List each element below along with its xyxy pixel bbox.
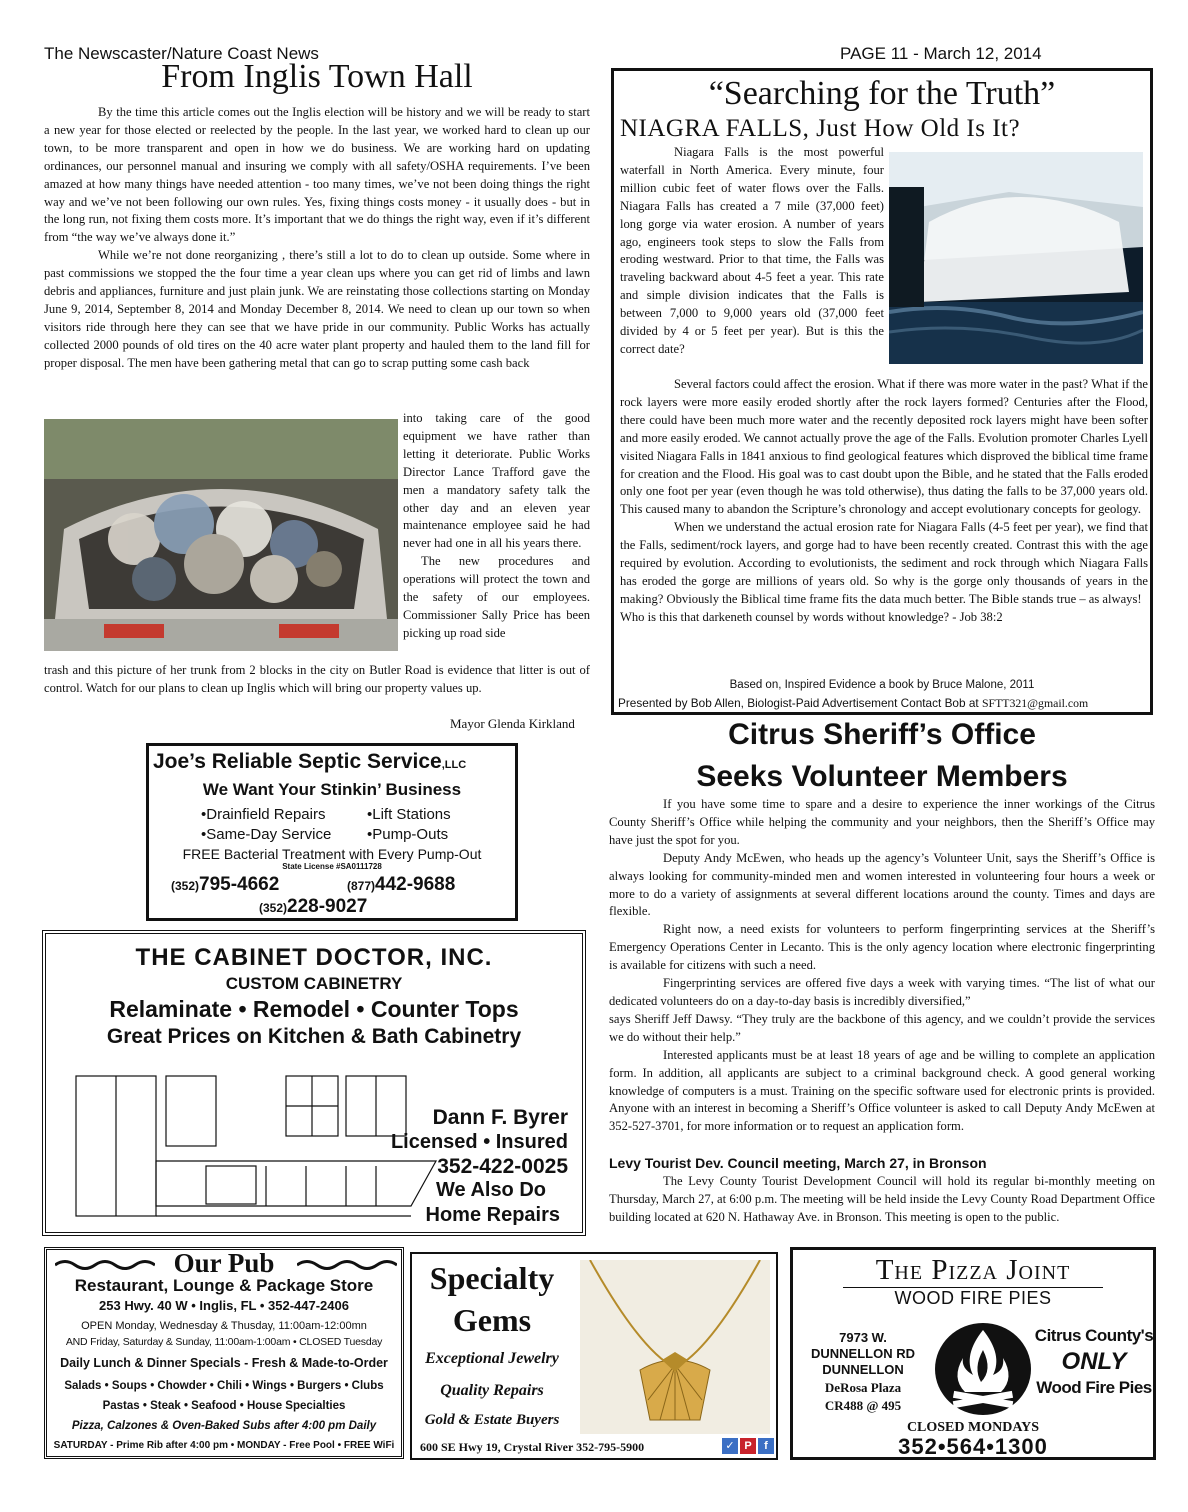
trunk-trash-photo: [44, 419, 398, 651]
sheriff-paragraph: Interested applicants must be at least 18 years of age and be willing to complete an application form. In addition, all applicants are subject to a criminal background check. A good general working knowledge of computers is a must. Training on the specific software used for electronic prints is provided. Anyone with an interest in becoming a Sheriff’s Office volunteer is asked to call Deputy Andy McEwen at 352-527-3701, for more information or to request an application form.: [609, 1047, 1155, 1134]
llc-text: LLC: [444, 759, 467, 771]
town-hall-body: [44, 104, 590, 373]
cabinet-prices: Great Prices on Kitchen & Bath Cabinetry: [106, 1025, 522, 1048]
truth-body: [620, 376, 1148, 627]
town-hall-paragraph: While we’re not done reorganizing , there’s still a lot to do to clean up outside. Some where in past commissions we stopped the the four time a year clean ups where you can get rid of limbs and lawn debris and appliances, furniture and just plain junk. We are reinstating those collections starting on Monday June 9, 2014, September 8, 2014 and Monday December 8, 2014. We need to clean up our town so when visitors ride through here they can see that we have pride in our community. Public Works has actually collected 2000 pounds of old tires on the 40 acre water plant property and hauled them to the land fill for proper disposal. The men have been gathering metal that can go to scrap putting some cash back: [44, 248, 590, 370]
sheriff-paragraph: If you have some time to spare and a desire to experience the inner workings of the Citrus County Sheriff’s Office while helping the community and your neighbors, then the Sheriff’s Office may have just the spot for you.: [609, 797, 1155, 847]
cabinet-home-repairs: Home Repairs: [425, 1204, 560, 1226]
free-treatment: FREE Bacterial Treatment with Every Pump-Out: [182, 846, 482, 862]
pub-specials: Daily Lunch & Dinner Specials - Fresh & Made-to-Order: [60, 1356, 388, 1370]
pizza-phone: 352•564•1300: [898, 1434, 1048, 1459]
state-license: State License #SA0111728: [282, 862, 382, 871]
pizza-name: The Pizza Joint: [875, 1254, 1071, 1286]
septic-name: Joe’s Reliable Septic Service,LLC: [153, 750, 467, 773]
levy-body: [609, 1173, 1155, 1227]
service-pump-outs: •Pump-Outs: [367, 826, 449, 843]
gems-name-1: Specialty: [429, 1260, 555, 1296]
twitter-icon[interactable]: ✓: [722, 1438, 738, 1454]
cabinet-name: THE CABINET DOCTOR, INC.: [135, 944, 493, 971]
page-date: PAGE 11 - March 12, 2014: [840, 44, 1042, 63]
cabinet-also: We Also Do: [435, 1179, 546, 1201]
septic-slogan: We Want Your Stinkin’ Business: [202, 780, 462, 799]
town-hall-side-column: [403, 410, 590, 643]
town-hall-closing: trash and this picture of her trunk from 2 blocks in the city on Butler Road is evidence that litter is out of control. Watch for our plans to clean up Inglis which will bring our property values up.: [44, 663, 590, 695]
truth-paragraph: When we understand the actual erosion rate for Niagara Falls (4-5 feet per year), we find that the Falls, sediment/rock layers, and gorge had to have been recently created. Contrast this with the age required by evolution. According to evolutionists, the sediment and rock through which Niagara Falls has eroded the gorge are millions of years old. So why is the gorge only thousands of years in the making? Obviously the Biblical time frame fits the data much better. The Bible stands true – as always!: [620, 520, 1148, 606]
sheriff-title-line1: Citrus Sheriff’s Office: [728, 718, 1036, 751]
levy-heading: Levy Tourist Dev. Council meeting, March 27, in Bronson: [609, 1155, 987, 1171]
pub-menu-3: Pizza, Calzones & Oven-Baked Subs after 4:00 pm Daily: [71, 1420, 377, 1432]
sheriff-paragraph: says Sheriff Jeff Dawsy. “They truly are the backbone of this agency, and we couldn’t provide the services we do without their help.”: [609, 1011, 1155, 1044]
truth-paragraph: Several factors could affect the erosion. What if there was more water in the past? What if the rock layers were more easily eroded shortly after the rock layers formed? Centuries after the Flood, there could have been much more water and the recently deposited rock layers might have been softer and more easily eroded. We cannot actually prove the age of the Falls. Evolution promoter Charles Lyell visited Niagara Falls in 1841 anxious to find geological features which disproved the biblical time frame for creation and the Flood. His goal was to cast doubt upon the Bible, and he stated that the Falls eroded only one foot per year (even though he was told otherwise), thus dating the falls to be 37,000 years old. This caused many to abandon the Scripture’s chronology and accept evolutionary concepts for geology.: [620, 377, 1148, 517]
pub-footer: SATURDAY - Prime Rib after 4:00 pm • MONDAY - Free Pool • FREE WiFi: [53, 1440, 395, 1451]
levy-paragraph: The Levy County Tourist Development Council will hold its regular bi-monthly meeting on Thursday, March 27, at 6:00 p.m. The meeting will be held inside the Levy County Road Department Office building located at 620 N. Hathaway Ave. in Bronson. This meeting is open to the public.: [609, 1174, 1155, 1224]
truth-source: Based on, Inspired Evidence a book by Bruce Malone, 2011: [729, 679, 1035, 691]
pub-menu-1: Salads • Soups • Chowder • Chili • Wings • Burgers • Clubs: [64, 1380, 384, 1392]
flame-logo-icon: [933, 1320, 1033, 1418]
pub-hours-2: AND Friday, Saturday & Sunday, 11:00am-1:00am • CLOSED Tuesday: [65, 1336, 383, 1348]
phone-1-area: (352): [171, 879, 200, 893]
service-same-day: •Same-Day Service: [201, 826, 332, 843]
pizza-joint-ad: [790, 1247, 1156, 1460]
gems-name-2: Gems: [452, 1302, 532, 1338]
truth-paragraph: Niagara Falls is the most powerful waterfall in North America. Every minute, four million cubic feet of water flows over the Falls. Niagara Falls has created a 7 mile (37,000 feet) long gorge via water erosion. A number of years ago, engineers took steps to slow the Falls from eroding westward. Prior to that time, the Falls was traveling backward about 4-5 feet a year. This rate and simple division indicates that the Falls is between 7,000 to 9,000 years old (37,000 feet divided by 4 or 5 feet per year). But is this the correct date?: [620, 145, 884, 356]
phone-1-number: 795-4662: [199, 874, 280, 895]
shell-pendant-photo: [580, 1260, 770, 1434]
truth-presenter: [618, 696, 1150, 711]
gems-address: 600 SE Hwy 19, Crystal River 352-795-5900: [420, 1440, 645, 1454]
phone-3-number: 228-9027: [287, 896, 368, 917]
job-quote: Who is this that darkeneth counsel by words without knowledge? - Job 38:2: [620, 609, 1003, 624]
pizza-claim-1: Citrus County's: [1034, 1326, 1154, 1345]
pizza-closed: CLOSED MONDAYS: [906, 1420, 1040, 1435]
newspaper-name: The Newscaster/Nature Coast News: [44, 44, 319, 63]
town-hall-paragraph: By the time this article comes out the Inglis election will be history and we will be ready to start a new year for those elected or reelected by the people. In the last year, we worked hard to clean up our town, to be more transparent and open in how we do business. We are working hard on updating ordinances, our personnel manual and insuring we comply with all safety/OSHA requirements. I’ve been amazed at how many things have needed attention - too many times, we’ve not been doing things the right way and we’ve not been following our own rules. Yes, fixing things costs money - it usually does - but in the long run, not fixing them costs more. It’s important that we do things the right way, even if it’s different from “the way we’ve always done it.”: [44, 105, 590, 245]
town-hall-title: From Inglis Town Hall: [161, 58, 473, 95]
pizza-plaza: DeRosa Plaza: [824, 1380, 902, 1395]
scroll-ornament-left-icon: [55, 1258, 155, 1272]
presenter-text: Presented by Bob Allen, Biologist-Paid Advertisement Contact Bob at: [618, 696, 982, 710]
our-pub-ad: [44, 1247, 404, 1459]
phone-1: [171, 874, 279, 896]
pizza-claim-2: ONLY: [1061, 1348, 1127, 1375]
kitchen-drawing: [66, 1066, 446, 1226]
sheriff-paragraph: Right now, a need exists for volunteers to perform fingerprinting services at the Sheriff’s Emergency Operations Center in Lecanto. This is the only agency location where electronic fingerprinting is available for citizens with such a need.: [609, 922, 1155, 973]
scroll-ornament-right-icon: [297, 1258, 397, 1272]
pizza-addr-3: DUNNELLON: [822, 1362, 904, 1377]
pizza-subtitle: WOOD FIRE PIES: [894, 1288, 1052, 1308]
pizza-addr-2: DUNNELLON RD: [811, 1346, 915, 1361]
gems-line-3: Gold & Estate Buyers: [424, 1412, 560, 1428]
gems-line-1: Exceptional Jewelry: [425, 1350, 559, 1367]
phone-3-area: (352): [259, 901, 288, 915]
phone-2-area: (877): [347, 879, 376, 893]
cabinet-services: Relaminate • Remodel • Counter Tops: [109, 996, 519, 1022]
mayor-signature: Mayor Glenda Kirkland: [450, 716, 575, 731]
septic-name-text: Joe’s Reliable Septic Service: [153, 750, 442, 773]
pinterest-icon[interactable]: P: [740, 1438, 756, 1454]
septic-service-ad: [146, 743, 518, 921]
phone-3: [259, 896, 367, 918]
pub-hours-1: OPEN Monday, Wednesday & Thusday, 11:00am-12:00mn: [81, 1320, 367, 1332]
town-hall-side-paragraph: The new procedures and operations will protect the town and the safety of our employees. Commissioner Sally Price has been picking up road side: [403, 554, 590, 640]
cabinet-sub: CUSTOM CABINETRY: [225, 974, 403, 993]
facebook-icon[interactable]: f: [758, 1438, 774, 1454]
sheriff-paragraph: Deputy Andy McEwen, who heads up the agency’s Volunteer Unit, says the Sheriff’s Office is always looking for community-minded men and women interested in volunteering four hours a week or more to do a variety of assignments at several different locations around the county. Times and days are flexible.: [609, 850, 1155, 919]
pub-menu-2: Pastas • Steak • Seafood • House Specialties: [102, 1400, 346, 1412]
town-hall-side-paragraph: into taking care of the good equipment we have rather than letting it deteriorate. Public Works Director Lance Trafford gave the men a mandatory safety talk the other day and an eleven year maintenance employee said he had never had one in all his years there.: [403, 411, 590, 551]
truth-title: “Searching for the Truth”: [708, 75, 1056, 112]
phone-2: [347, 874, 455, 896]
pub-subtitle: Restaurant, Lounge & Package Store: [74, 1276, 374, 1295]
specialty-gems-ad: [410, 1252, 778, 1460]
service-drainfield: •Drainfield Repairs: [201, 806, 326, 823]
contact-email[interactable]: SFTT321@gmail.com: [981, 696, 1089, 710]
cabinet-phone: 352-422-0025: [437, 1155, 568, 1178]
pub-address: 253 Hwy. 40 W • Inglis, FL • 352-447-2406: [99, 1298, 349, 1313]
pizza-addr-1: 7973 W.: [839, 1330, 887, 1345]
pizza-claim-3: Wood Fire Pies: [1036, 1378, 1152, 1397]
pub-name: Our Pub: [173, 1248, 275, 1278]
sheriff-body: [609, 796, 1155, 1136]
searching-truth-box: [611, 68, 1153, 715]
truth-intro: [620, 144, 884, 359]
cabinet-licensed: Licensed • Insured: [390, 1131, 568, 1153]
sheriff-title-line2: Seeks Volunteer Members: [696, 760, 1068, 793]
truth-subtitle: NIAGRA FALLS, Just How Old Is It?: [620, 115, 1021, 142]
sheriff-paragraph: Fingerprinting services are offered five days a week with varying times. “The list of what our dedicated volunteers do on a day-to-day basis is incredibly diversified,”: [609, 976, 1155, 1008]
service-lift-stations: •Lift Stations: [367, 806, 451, 823]
niagara-falls-photo: [889, 152, 1143, 364]
cabinet-doctor-ad: [42, 930, 586, 1236]
cabinet-owner: Dann F. Byrer: [432, 1106, 568, 1129]
phone-2-number: 442-9688: [375, 874, 456, 895]
gems-line-2: Quality Repairs: [440, 1382, 544, 1399]
pizza-cross-road: CR488 @ 495: [824, 1398, 902, 1413]
